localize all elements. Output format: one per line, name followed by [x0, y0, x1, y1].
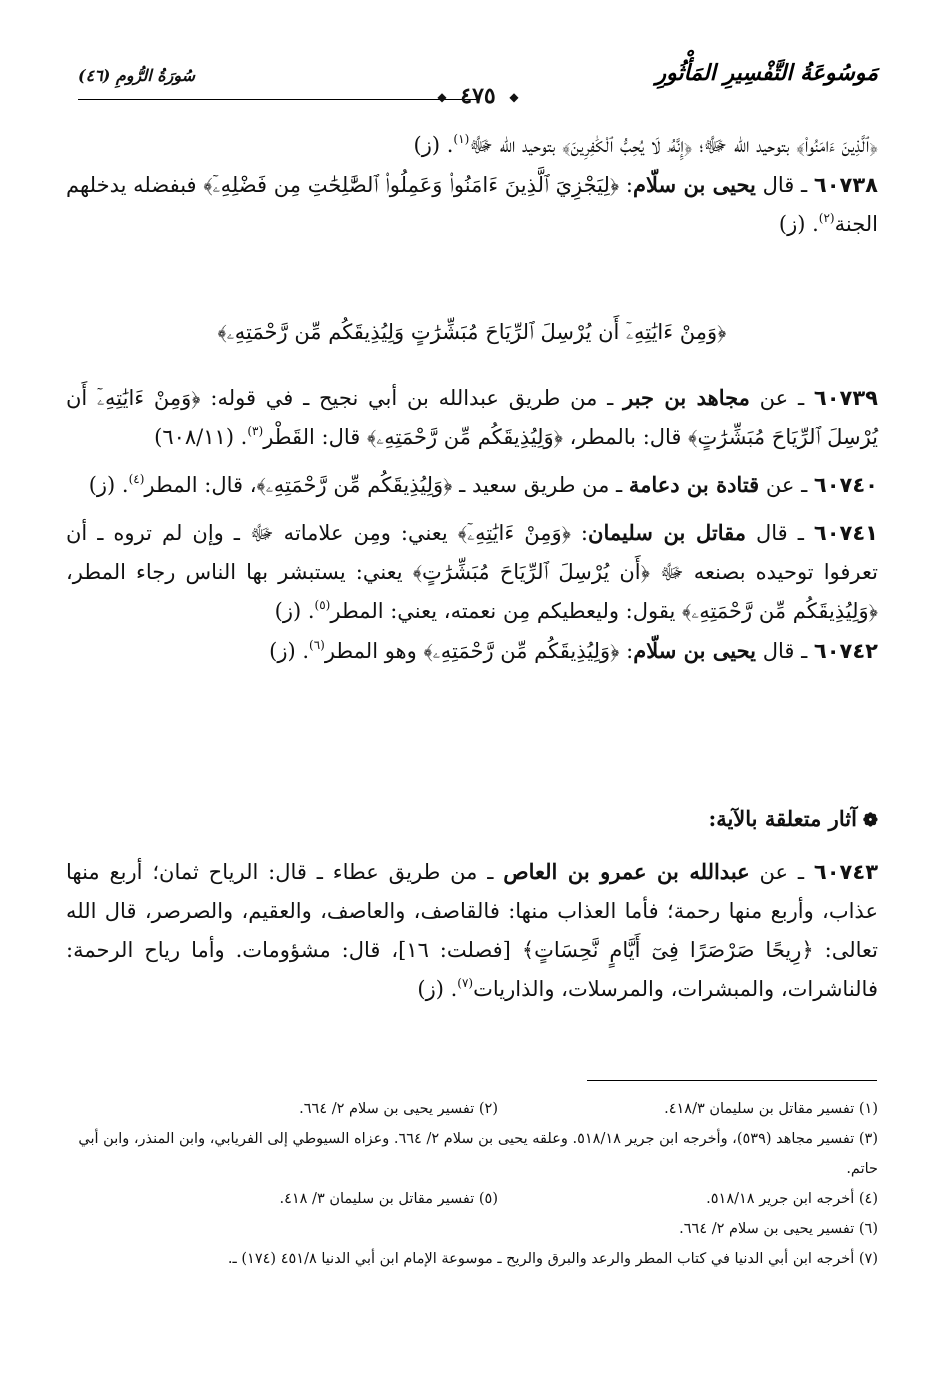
text: ـ من طريق عبدالله بن أبي نجيح ـ في قوله:: [200, 386, 624, 410]
text: [فصلت: ١٦]، قال: مشؤومات. وأما رياح الرحمة: فالناشرات، والمبشرات، والمرسلات، والذاريات: [66, 938, 878, 1001]
text: . (٦٠٨/١١): [154, 425, 248, 449]
narrator-name: قتادة بن دعامة: [628, 472, 760, 497]
narration-60740: [66, 465, 878, 505]
page-number-block: [388, 83, 568, 113]
footnote-7: (٧) أخرجه ابن أبي الدنيا في كتاب المطر والرعد والبرق والريح ـ موسوعة الإمام ابن أبي الدنيا ٤٥١/٨ (١٧٤) ـ.: [227, 1251, 878, 1267]
narration-60741: [66, 513, 878, 631]
text: :: [619, 173, 633, 197]
quran-quote: ﴿رِيحًا صَرْصَرًا فِىٓ أَيَّامٍ نَّحِسَاتٍ﴾: [521, 938, 814, 962]
text: ـ قال: [755, 173, 814, 197]
quran-quote: ﴿ٱلَّذِينَ ءَامَنُوا۟﴾: [796, 133, 878, 157]
text: قال: بالمطر،: [562, 425, 689, 449]
footnote-row: [72, 1184, 878, 1214]
narrator-name: مقاتل بن سليمان: [588, 520, 747, 545]
narration-60742: [66, 631, 878, 671]
text: يعني: يستبشر بها الناس رجاء المطر،: [66, 560, 413, 584]
quran-quote: ﴿أَن يُرْسِلَ ٱلرِّيَاحَ مُبَشِّرَٰتٍ﴾: [412, 560, 650, 584]
text: قال: القَطْر: [263, 425, 367, 449]
paragraph-continuation: [66, 126, 878, 165]
footnote-6: (٦) تفسير يحيى بن سلام ٢/ ٦٦٤.: [679, 1221, 878, 1237]
text: ، قال: المطر: [144, 473, 257, 497]
page-number: ٤٧٥: [460, 83, 496, 109]
text: فبفضله يدخلهم الجنة: [66, 173, 878, 236]
text: ـ من طريق سعيد ـ: [452, 473, 629, 497]
narrator-name: مجاهد بن جبر: [623, 385, 750, 410]
ayah-heading: ﴿وَمِنْ ءَايَٰتِهِۦٓ أَن يُرْسِلَ ٱلرِّيَاحَ مُبَشِّرَٰتٍ وَلِيُذِيقَكُم مِّن رَّحْمَتِهِۦ﴾: [217, 320, 727, 344]
ornament-icon: ◆: [437, 90, 447, 104]
text: . (ز): [88, 473, 129, 497]
footnote-ref: (٢): [818, 211, 835, 225]
quran-quote: ﴿وَمِنْ ءَايَٰتِهِۦٓ أَن يُرْسِلَ ٱلرِّيَاحَ مُبَشِّرَٰتٍ﴾: [66, 386, 878, 449]
text: . (ز): [274, 599, 315, 623]
text: :: [570, 521, 589, 545]
quran-quote: ﴿إِنَّهُۥ لَا يُحِبُّ ٱلْكَٰفِرِينَ﴾: [561, 133, 693, 157]
narration-number: ٦٠٧٤٢: [813, 639, 878, 663]
text: . (ز): [417, 977, 458, 1001]
footnote-3: (٣) تفسير مجاهد (٥٣٩)، وأخرجه ابن جرير ٥١٨/١٨. وعلقه يحيى بن سلام ٢/ ٦٦٤. وعزاه السيوطي إلى الفريابي، وابن المنذر، وابن أبي حاتم.: [78, 1131, 878, 1177]
main-text-top: [66, 126, 878, 244]
main-text-middle: [66, 378, 878, 671]
quran-quote: ﴿وَمِنْ ءَايَٰتِهِۦٓ﴾: [457, 521, 571, 545]
main-text-bottom: [66, 852, 878, 1009]
footnote-4: (٤) أخرجه ابن جرير ٥١٨/١٨.: [706, 1191, 878, 1207]
text: يعني: ومِن علاماته ﷻ ـ وإن لم تروه ـ أن تعرفوا توحيده بصنعه ﷻ: [66, 521, 878, 584]
text: بتوحيد الله ﷻ؛: [692, 133, 797, 157]
quran-quote: ﴿وَلِيُذِيقَكُم مِّن رَّحْمَتِهِۦ﴾: [256, 473, 453, 497]
quran-quote: ﴿لِيَجْزِيَ ٱلَّذِينَ ءَامَنُوا۟ وَعَمِلُوا۟ ٱلصَّٰلِحَٰتِ مِن فَضْلِهِۦٓ﴾: [203, 173, 620, 197]
quran-quote: ﴿وَلِيُذِيقَكُم مِّن رَّحْمَتِهِۦ﴾: [682, 599, 878, 623]
narration-number: ٦٠٧٣٩: [813, 386, 878, 410]
page-header: [78, 58, 878, 114]
flower-ornament-icon: ❁: [862, 810, 878, 831]
footnote-divider: [587, 1080, 877, 1081]
book-title: مَوسُوعَةُ التَّفْسِيرِ المَأْثُورِ: [655, 60, 878, 86]
footnote-5: (٥) تفسير مقاتل بن سليمان ٣/ ٤١٨.: [279, 1191, 498, 1207]
text: ـ عن: [749, 860, 814, 884]
narration-number: ٦٠٧٤١: [813, 521, 878, 545]
quran-quote: ﴿وَلِيُذِيقَكُم مِّن رَّحْمَتِهِۦ﴾: [423, 639, 620, 663]
narration-60738: [66, 165, 878, 244]
text: :: [619, 639, 634, 663]
text: ـ قال: [756, 639, 814, 663]
footnote-1: (١) تفسير مقاتل بن سليمان ٤١٨/٣.: [664, 1101, 878, 1117]
footnotes: [72, 1094, 878, 1274]
header-rule-left: [78, 99, 378, 100]
narration-number: ٦٠٧٣٨: [813, 173, 878, 197]
text: ـ عن: [749, 386, 814, 410]
footnote-row: [72, 1094, 878, 1124]
text: وهو المطر: [324, 639, 424, 663]
quran-quote: ﴿وَلِيُذِيقَكُم مِّن رَّحْمَتِهِۦ﴾: [366, 425, 563, 449]
text: . (ز): [413, 133, 454, 157]
narration-number: ٦٠٧٤٠: [813, 473, 878, 497]
text: ـ قال: [746, 521, 814, 545]
narration-number: ٦٠٧٤٣: [813, 860, 879, 884]
text: ـ عن: [759, 473, 814, 497]
narrator-name: يحيى بن سلّام: [633, 638, 757, 663]
footnote-ref: (٧): [457, 976, 474, 990]
ornament-icon: ◆: [509, 90, 519, 104]
section-title-text: آثار متعلقة بالآية:: [708, 806, 857, 831]
narrator-name: يحيى بن سلّام: [632, 172, 756, 197]
footnote-ref: (٣): [247, 424, 264, 438]
text: . (ز): [778, 212, 819, 236]
footnote-2: (٢) تفسير يحيى بن سلام ٢/ ٦٦٤.: [299, 1101, 498, 1117]
footnote-ref: (٦): [309, 638, 325, 652]
footnote-ref: (١): [453, 132, 470, 146]
text: بتوحيد الله ﷻ: [469, 133, 562, 157]
surah-title: سُورَةُ الرُّومِ (٤٦): [78, 66, 196, 85]
text: ـ من طريق عطاء ـ قال: الرياح ثمان؛ أربع منها عذاب، وأربع منها رحمة؛ فأما العذاب منها: فالقاصف، والعاصف، والعقيم، والصرصر، قال الله تعالى:: [66, 860, 878, 962]
section-heading: [66, 806, 878, 831]
text: يقول: وليعطيكم مِن نعمته، يعني: المطر: [330, 599, 683, 623]
narration-60739: [66, 378, 878, 457]
footnote-ref: (٤): [128, 472, 145, 486]
footnote-ref: (٥): [314, 598, 331, 612]
text: . (ز): [269, 639, 310, 663]
narration-60743: [66, 852, 878, 1009]
narrator-name: عبدالله بن عمرو بن العاص: [503, 859, 750, 884]
